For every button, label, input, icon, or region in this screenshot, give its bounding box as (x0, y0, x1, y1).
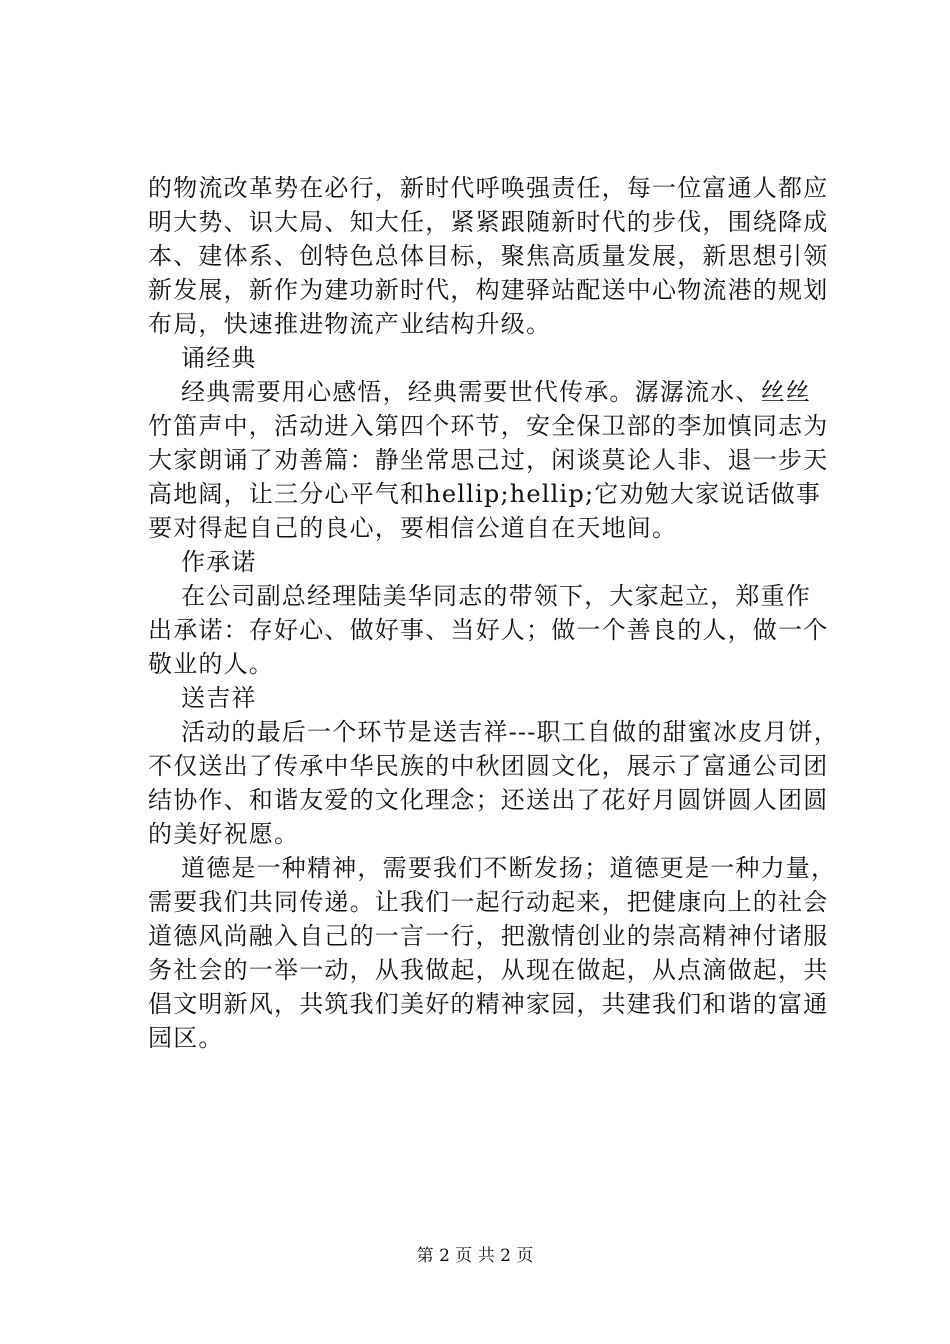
section-make-pledge (148, 545, 840, 681)
text-line: 明大势、识大局、知大任，紧紧跟随新时代的步伐，围绕降成 (148, 208, 829, 236)
section-send-blessings (148, 681, 840, 851)
text-line: 布局，快速推进物流产业结构升级。 (148, 310, 552, 338)
text-line: 的物流改革势在必行，新时代呼唤强责任，每一位富通人都应 (148, 174, 829, 202)
text-line: 道德是一种精神，需要我们不断发扬；道德更是一种力量， (181, 854, 837, 882)
text-line: 本、建体系、创特色总体目标，聚焦高质量发展，新思想引领 (148, 242, 829, 270)
section-heading: 诵经典 (181, 344, 257, 372)
text-line: 需要我们共同传递。让我们一起行动起来，把健康向上的社会 (148, 888, 829, 916)
text-line: 大家朗诵了劝善篇：静坐常思己过，闲谈莫论人非、退一步天 (148, 446, 829, 474)
text-line: 务社会的一举一动，从我做起，从现在做起，从点滴做起，共 (148, 956, 829, 984)
text-line: 不仅送出了传承中华民族的中秋团圆文化，展示了富通公司团 (148, 752, 829, 780)
text-line: 在公司副总经理陆美华同志的带领下，大家起立，郑重作 (181, 582, 811, 610)
document-body (148, 171, 840, 1055)
text-line: 活动的最后一个环节是送吉祥---职工自做的甜蜜冰皮月饼， (181, 718, 839, 746)
section-heading: 送吉祥 (181, 684, 257, 712)
text-line: 倡文明新风，共筑我们美好的精神家园，共建我们和谐的富通 (148, 990, 829, 1018)
text-line: 出承诺：存好心、做好事、当好人；做一个善良的人，做一个 (148, 616, 829, 644)
text-line: 经典需要用心感悟，经典需要世代传承。潺潺流水、丝丝 (181, 378, 811, 406)
text-line: 道德风尚融入自己的一言一行，把激情创业的崇高精神付诸服 (148, 922, 829, 950)
text-line: 结协作、和谐友爱的文化理念；还送出了花好月圆饼圆人团圆 (148, 786, 829, 814)
page-number-label: 第 2 页 共 2 页 (416, 1246, 534, 1266)
text-line: 要对得起自己的良心，要相信公道自在天地间。 (148, 514, 678, 542)
text-line: 高地阔，让三分心平气和hellip;hellip;它劝勉大家说话做事 (148, 480, 822, 508)
page-footer (0, 1245, 950, 1267)
closing-paragraph (148, 851, 840, 1055)
text-line: 竹笛声中，活动进入第四个环节，安全保卫部的李加慎同志为 (148, 412, 829, 440)
section-heading: 作承诺 (181, 548, 257, 576)
section-recite-classics (148, 341, 840, 545)
text-line: 园区。 (148, 1024, 224, 1052)
text-line: 的美好祝愿。 (148, 820, 300, 848)
intro-paragraph (148, 171, 840, 341)
text-line: 新发展，新作为建功新时代，构建驿站配送中心物流港的规划 (148, 276, 829, 304)
text-line: 敬业的人。 (148, 650, 274, 678)
